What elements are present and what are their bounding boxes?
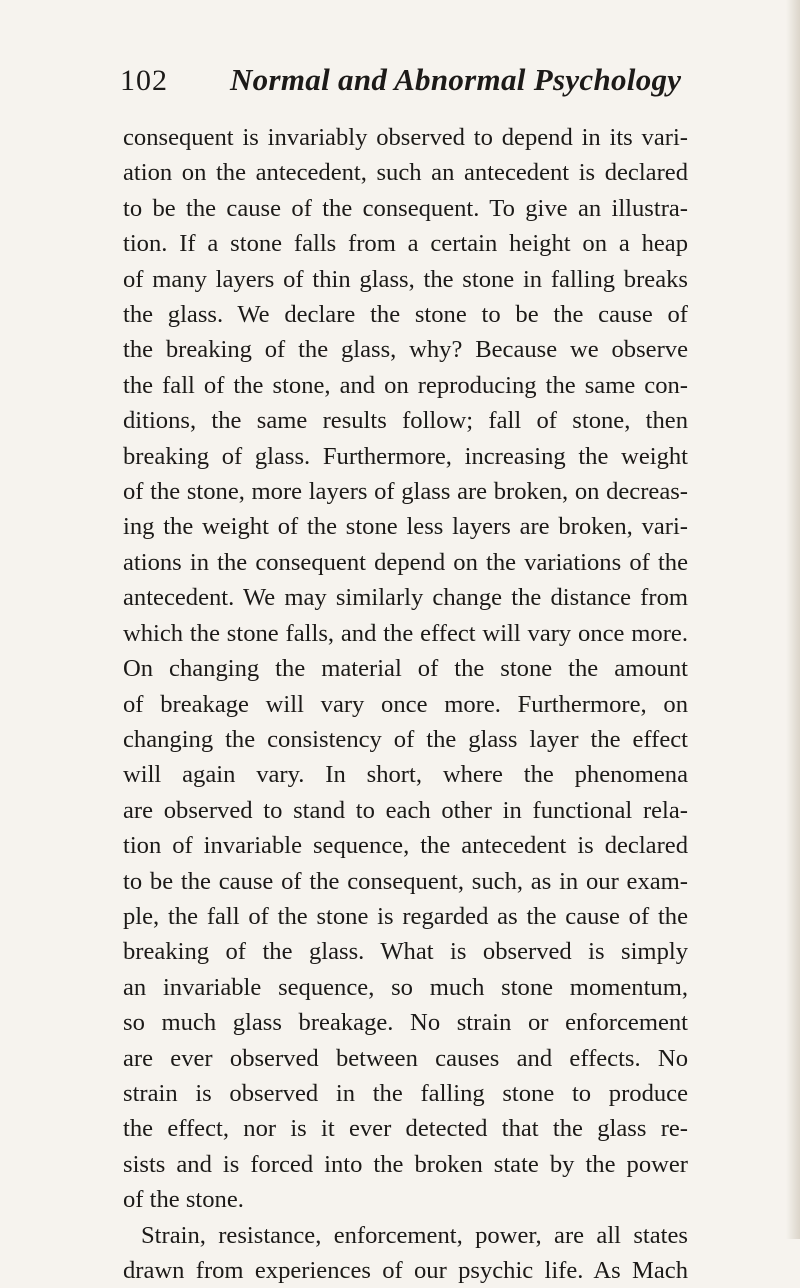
text-line: of many layers of thin glass, the stone in falling breaks — [123, 265, 688, 293]
text-line: so much glass breakage. No strain or enforcement — [123, 1009, 688, 1037]
text-line: On changing the material of the stone the amount — [123, 655, 688, 683]
text-line: sists and is forced into the broken state by the power — [123, 1150, 688, 1178]
running-title: Normal and Abnormal Psychology — [230, 62, 682, 97]
text-line: consequent is invariably observed to depend in its vari- — [123, 124, 688, 151]
text-line: are ever observed between causes and effects. No — [123, 1044, 688, 1072]
text-line: which the stone falls, and the effect will vary once more. — [123, 619, 688, 647]
text-line: of breakage will vary once more. Furthermore, on — [123, 690, 688, 718]
text-line: of the stone, more layers of glass are broken, on decreas- — [123, 478, 688, 506]
text-line: ple, the fall of the stone is regarded as the cause of the — [123, 902, 688, 930]
text-line: ation on the antecedent, such an antecedent is declared — [123, 159, 688, 187]
text-line: ations in the consequent depend on the variations of the — [123, 548, 688, 576]
paragraph — [123, 1218, 688, 1288]
text-line: the glass. We declare the stone to be the cause of — [123, 301, 688, 329]
running-head — [120, 64, 680, 104]
text-line: breaking of glass. Furthermore, increasing the weight — [123, 442, 688, 470]
text-line: ing the weight of the stone less layers are broken, vari- — [123, 513, 688, 541]
page-edge-shadow — [786, 0, 800, 1239]
text-line: breaking of the glass. What is observed is simply — [123, 938, 688, 966]
text-line: of the stone. — [123, 1186, 244, 1214]
text-line: the breaking of the glass, why? Because we observe — [123, 336, 688, 364]
text-line: antecedent. We may similarly change the distance from — [123, 584, 688, 612]
text-line: to be the cause of the consequent, such, as in our exam- — [123, 867, 688, 895]
text-line: Strain, resistance, enforcement, power, are all states — [141, 1221, 688, 1249]
text-line: changing the consistency of the glass layer the effect — [123, 725, 688, 753]
text-line: the effect, nor is it ever detected that the glass re- — [123, 1115, 688, 1143]
text-line: tion of invariable sequence, the antecedent is declared — [123, 832, 688, 860]
text-line: an invariable sequence, so much stone momentum, — [123, 973, 688, 1001]
text-line: tion. If a stone falls from a certain height on a heap — [123, 230, 688, 258]
text-line: are observed to stand to each other in functional rela- — [123, 796, 688, 824]
text-line: strain is observed in the falling stone to produce — [123, 1079, 688, 1107]
text-line: drawn from experiences of our psychic life. As Mach — [123, 1257, 688, 1284]
page-number: 102 — [120, 64, 168, 97]
paragraph — [123, 120, 688, 1218]
text-line: will again vary. In short, where the phenomena — [123, 761, 688, 789]
text-line: ditions, the same results follow; fall of stone, then — [123, 407, 688, 435]
text-line: the fall of the stone, and on reproducing the same con- — [123, 371, 688, 399]
text-line: to be the cause of the consequent. To give an illustra- — [123, 194, 688, 222]
body-text — [123, 120, 688, 1288]
